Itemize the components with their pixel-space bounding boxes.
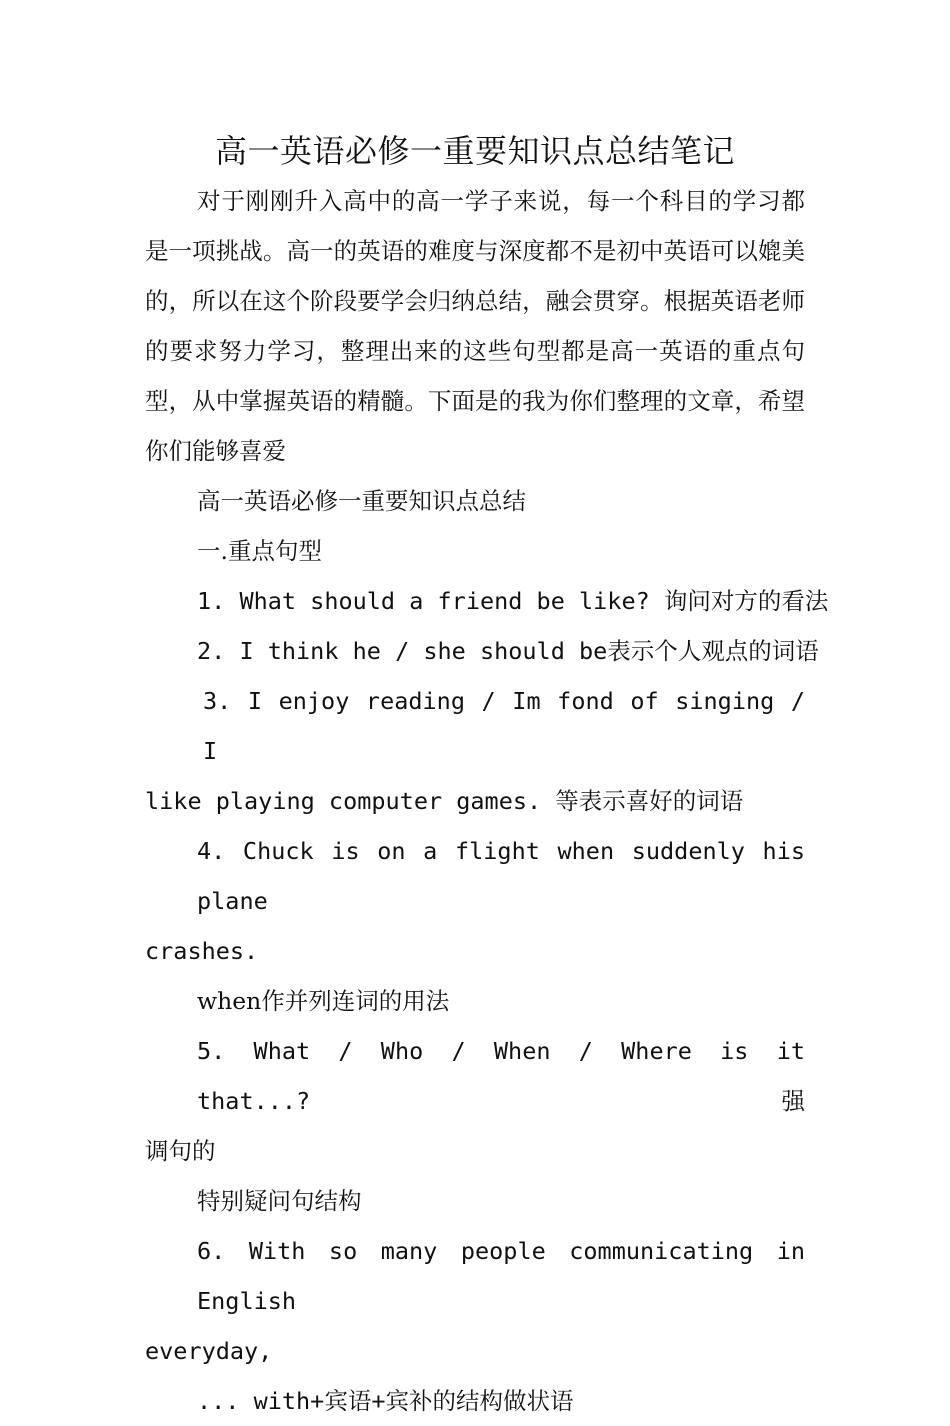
- document-body: [145, 176, 829, 1426]
- list-item-4-note: when作并列连词的用法: [197, 987, 450, 1015]
- intro-paragraph: 对于刚刚升入高中的高一学子来说，每一个科目的学习都是一项挑战。高一的英语的难度与深度都不是初中英语可以媲美的，所以在这个阶段要学会归纳总结，融会贯穿。根据英语老师的要求努力学习，整理出来的这些句型都是高一英语的重点句型，从中掌握英语的精髓。下面是的我为你们整理的文章，希望你们能够喜爱: [145, 187, 805, 465]
- list-item-5-note: 特别疑问句结构: [197, 1187, 362, 1215]
- document-title: 高一英语必修一重要知识点总结笔记: [214, 132, 735, 170]
- list-item-3-line-1: 3. I enjoy reading / Im fond of singing / I: [203, 687, 805, 765]
- list-item-4-line-2: crashes.: [145, 937, 259, 965]
- list-item-3-line-2: like playing computer games. 等表示喜好的词语: [145, 787, 744, 815]
- section-heading: 一.重点句型: [197, 537, 322, 565]
- list-item-1: 1. What should a friend be like? 询问对方的看法: [197, 587, 829, 615]
- list-item-6-note: ... with+宾语+宾补的结构做状语: [197, 1387, 574, 1415]
- list-item-4-line-1: 4. Chuck is on a flight when suddenly his plane: [197, 837, 805, 915]
- subtitle: 高一英语必修一重要知识点总结: [197, 487, 526, 515]
- list-item-5-line-2: 调句的: [145, 1137, 216, 1165]
- list-item-5-line-1: 5. What / Who / When / Where is it that...? 强: [197, 1037, 805, 1115]
- list-item-6-line-2: everyday,: [145, 1337, 273, 1365]
- list-item-2: 2. I think he / she should be表示个人观点的词语: [197, 637, 819, 665]
- list-item-6-line-1: 6. With so many people communicating in English: [197, 1237, 805, 1315]
